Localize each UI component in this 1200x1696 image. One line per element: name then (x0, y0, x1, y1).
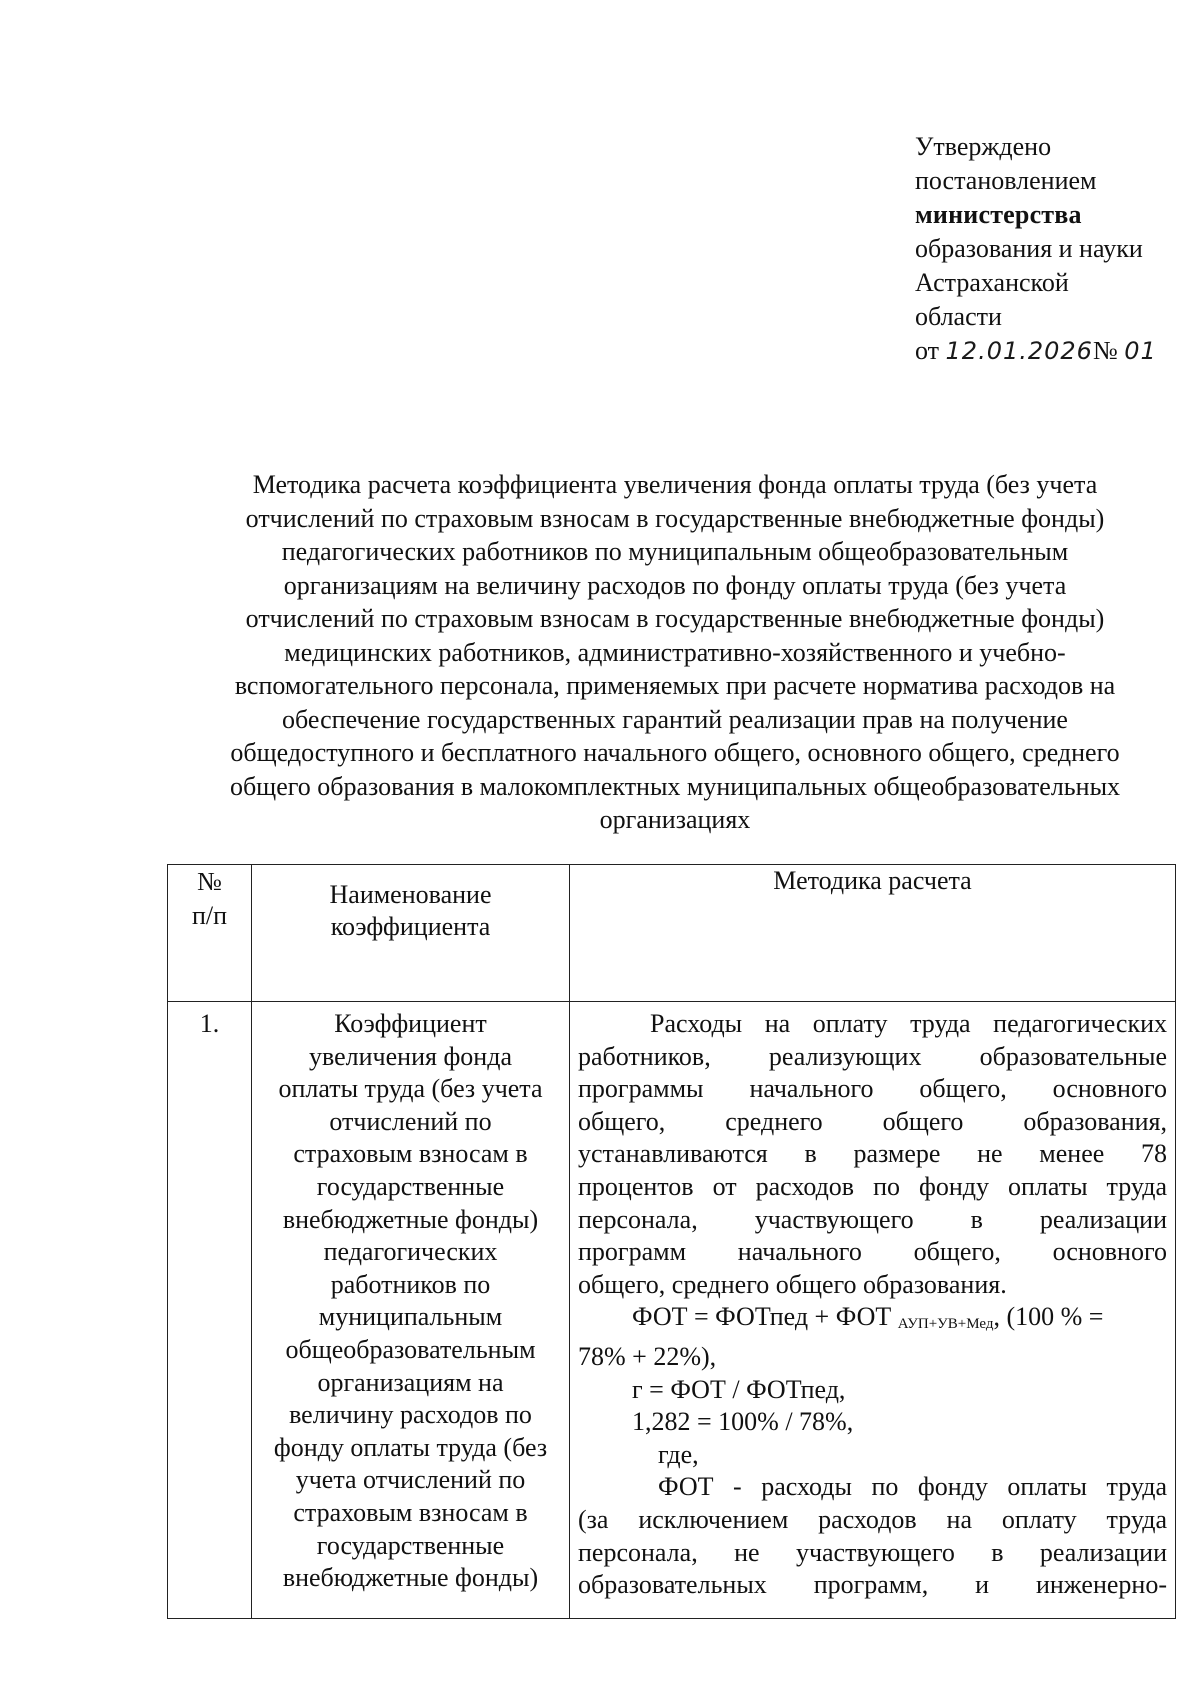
title-line: отчислений по страховым взносам в государственные внебюджетные фонды) (245, 503, 1105, 533)
handwritten-number: 01 (1124, 337, 1157, 365)
title-line: педагогических работников по муниципальным общеобразовательным (281, 537, 1069, 566)
row-method (570, 1002, 1176, 1619)
name-line: отчислений по (329, 1106, 492, 1136)
approval-line: Утверждено (915, 132, 1052, 161)
method-line: общего, среднего общего образования. (578, 1269, 1007, 1299)
method-line: устанавливаются в размере не менее 78 (578, 1139, 1167, 1169)
formula-fot (578, 1301, 1167, 1341)
formula-fot-main: ФОТ = ФОТпед + ФОТ (632, 1302, 892, 1332)
title-line: общедоступного и бесплатного начального общего, основного общего, среднего (230, 738, 1120, 767)
title-line: медицинских работников, административно-хозяйственного и учебно- (284, 637, 1066, 667)
method-line: программ начального общего, основного (578, 1237, 1167, 1267)
name-line: педагогических (323, 1237, 498, 1267)
approval-number-label: № (1092, 336, 1118, 365)
formula-fot-continuation: 78% + 22%), (578, 1341, 717, 1371)
name-line: общеобразовательным (285, 1334, 536, 1364)
coefficient-table (167, 864, 1176, 1619)
title-line: вспомогательного персонала, применяемых при расчете норматива расходов на (234, 671, 1116, 700)
title-line: общего образования в малокомплектных муниципальных общеобразовательных (229, 771, 1121, 801)
method-line: программы начального общего, основного (578, 1074, 1167, 1104)
method-line: процентов от расходов по фонду оплаты труда (578, 1171, 1167, 1201)
method-line: работников, реализующих образовательные (578, 1041, 1167, 1071)
handwritten-date: 12.01.2026 (945, 337, 1093, 365)
name-line: государственные (316, 1530, 505, 1560)
method-line: образовательных программ, и инженерно- (578, 1570, 1167, 1600)
document-title (175, 468, 1175, 837)
approval-line: области (915, 302, 1002, 331)
title-line: отчислений по страховым взносам в государственные внебюджетные фонды) (245, 604, 1105, 633)
approval-line: Астраханской (915, 268, 1069, 297)
name-line: увеличения фонда (309, 1041, 512, 1071)
row-coefficient-name (252, 1002, 570, 1619)
approval-ministry: министерства (915, 200, 1082, 229)
method-line: (за исключением расходов на оплату труда (578, 1504, 1167, 1534)
table-row (168, 1002, 1176, 1619)
approval-date-line (915, 334, 1195, 368)
table-header-row (168, 865, 1176, 1002)
name-line: оплаты труда (без учета (278, 1074, 543, 1104)
formula-ratio: г = ФОТ / ФОТпед, (632, 1374, 846, 1404)
header-name-line: Наименование (329, 880, 492, 909)
name-line: внебюджетные фонды) (282, 1204, 539, 1234)
name-line: величину расходов по (289, 1400, 532, 1430)
title-line: организациям на величину расходов по фонду оплаты труда (без учета (283, 570, 1067, 600)
approval-line: образования и науки (915, 234, 1143, 263)
name-line: страховым взносам в (293, 1497, 528, 1527)
formula-fot-subscript: АУП+УВ+Мед (897, 1316, 994, 1333)
where-label: где, (658, 1439, 699, 1469)
method-line: общего, среднего общего образования, (578, 1106, 1167, 1136)
name-line: страховым взносам в (293, 1139, 528, 1169)
approval-block (915, 130, 1195, 368)
header-number-abbrev: п/п (191, 901, 228, 930)
method-line: Расходы на оплату труда педагогических (650, 1009, 1167, 1038)
header-number (168, 865, 252, 1002)
name-line: государственные (316, 1171, 505, 1201)
header-name-line: коэффициента (330, 912, 491, 941)
formula-value: 1,282 = 100% / 78%, (632, 1407, 854, 1437)
name-line: Коэффициент (334, 1009, 487, 1038)
name-line: внебюджетные фонды) (282, 1563, 539, 1593)
header-method: Методика расчета (570, 865, 1176, 1002)
title-line: обеспечение государственных гарантий реализации прав на получение (282, 704, 1068, 734)
approval-from-label: от (915, 336, 940, 365)
row-number: 1. (168, 1002, 252, 1619)
header-number-sign: № (197, 867, 222, 896)
formula-fot-tail: , (100 % = (993, 1302, 1104, 1332)
name-line: организациям на (317, 1367, 504, 1397)
name-line: муниципальным (318, 1302, 503, 1332)
title-line: организациях (599, 805, 751, 834)
method-line: ФОТ - расходы по фонду оплаты труда (658, 1472, 1167, 1502)
header-coefficient-name (252, 865, 570, 1002)
method-line: персонала, не участвующего в реализации (578, 1537, 1167, 1567)
name-line: работников по (330, 1269, 491, 1299)
name-line: фонду оплаты труда (без (273, 1432, 548, 1462)
title-line: Методика расчета коэффициента увеличения фонда оплаты труда (без учета (252, 470, 1098, 499)
name-line: учета отчислений по (295, 1465, 526, 1495)
approval-line: постановлением (915, 166, 1097, 195)
method-line: персонала, участвующего в реализации (578, 1204, 1167, 1234)
